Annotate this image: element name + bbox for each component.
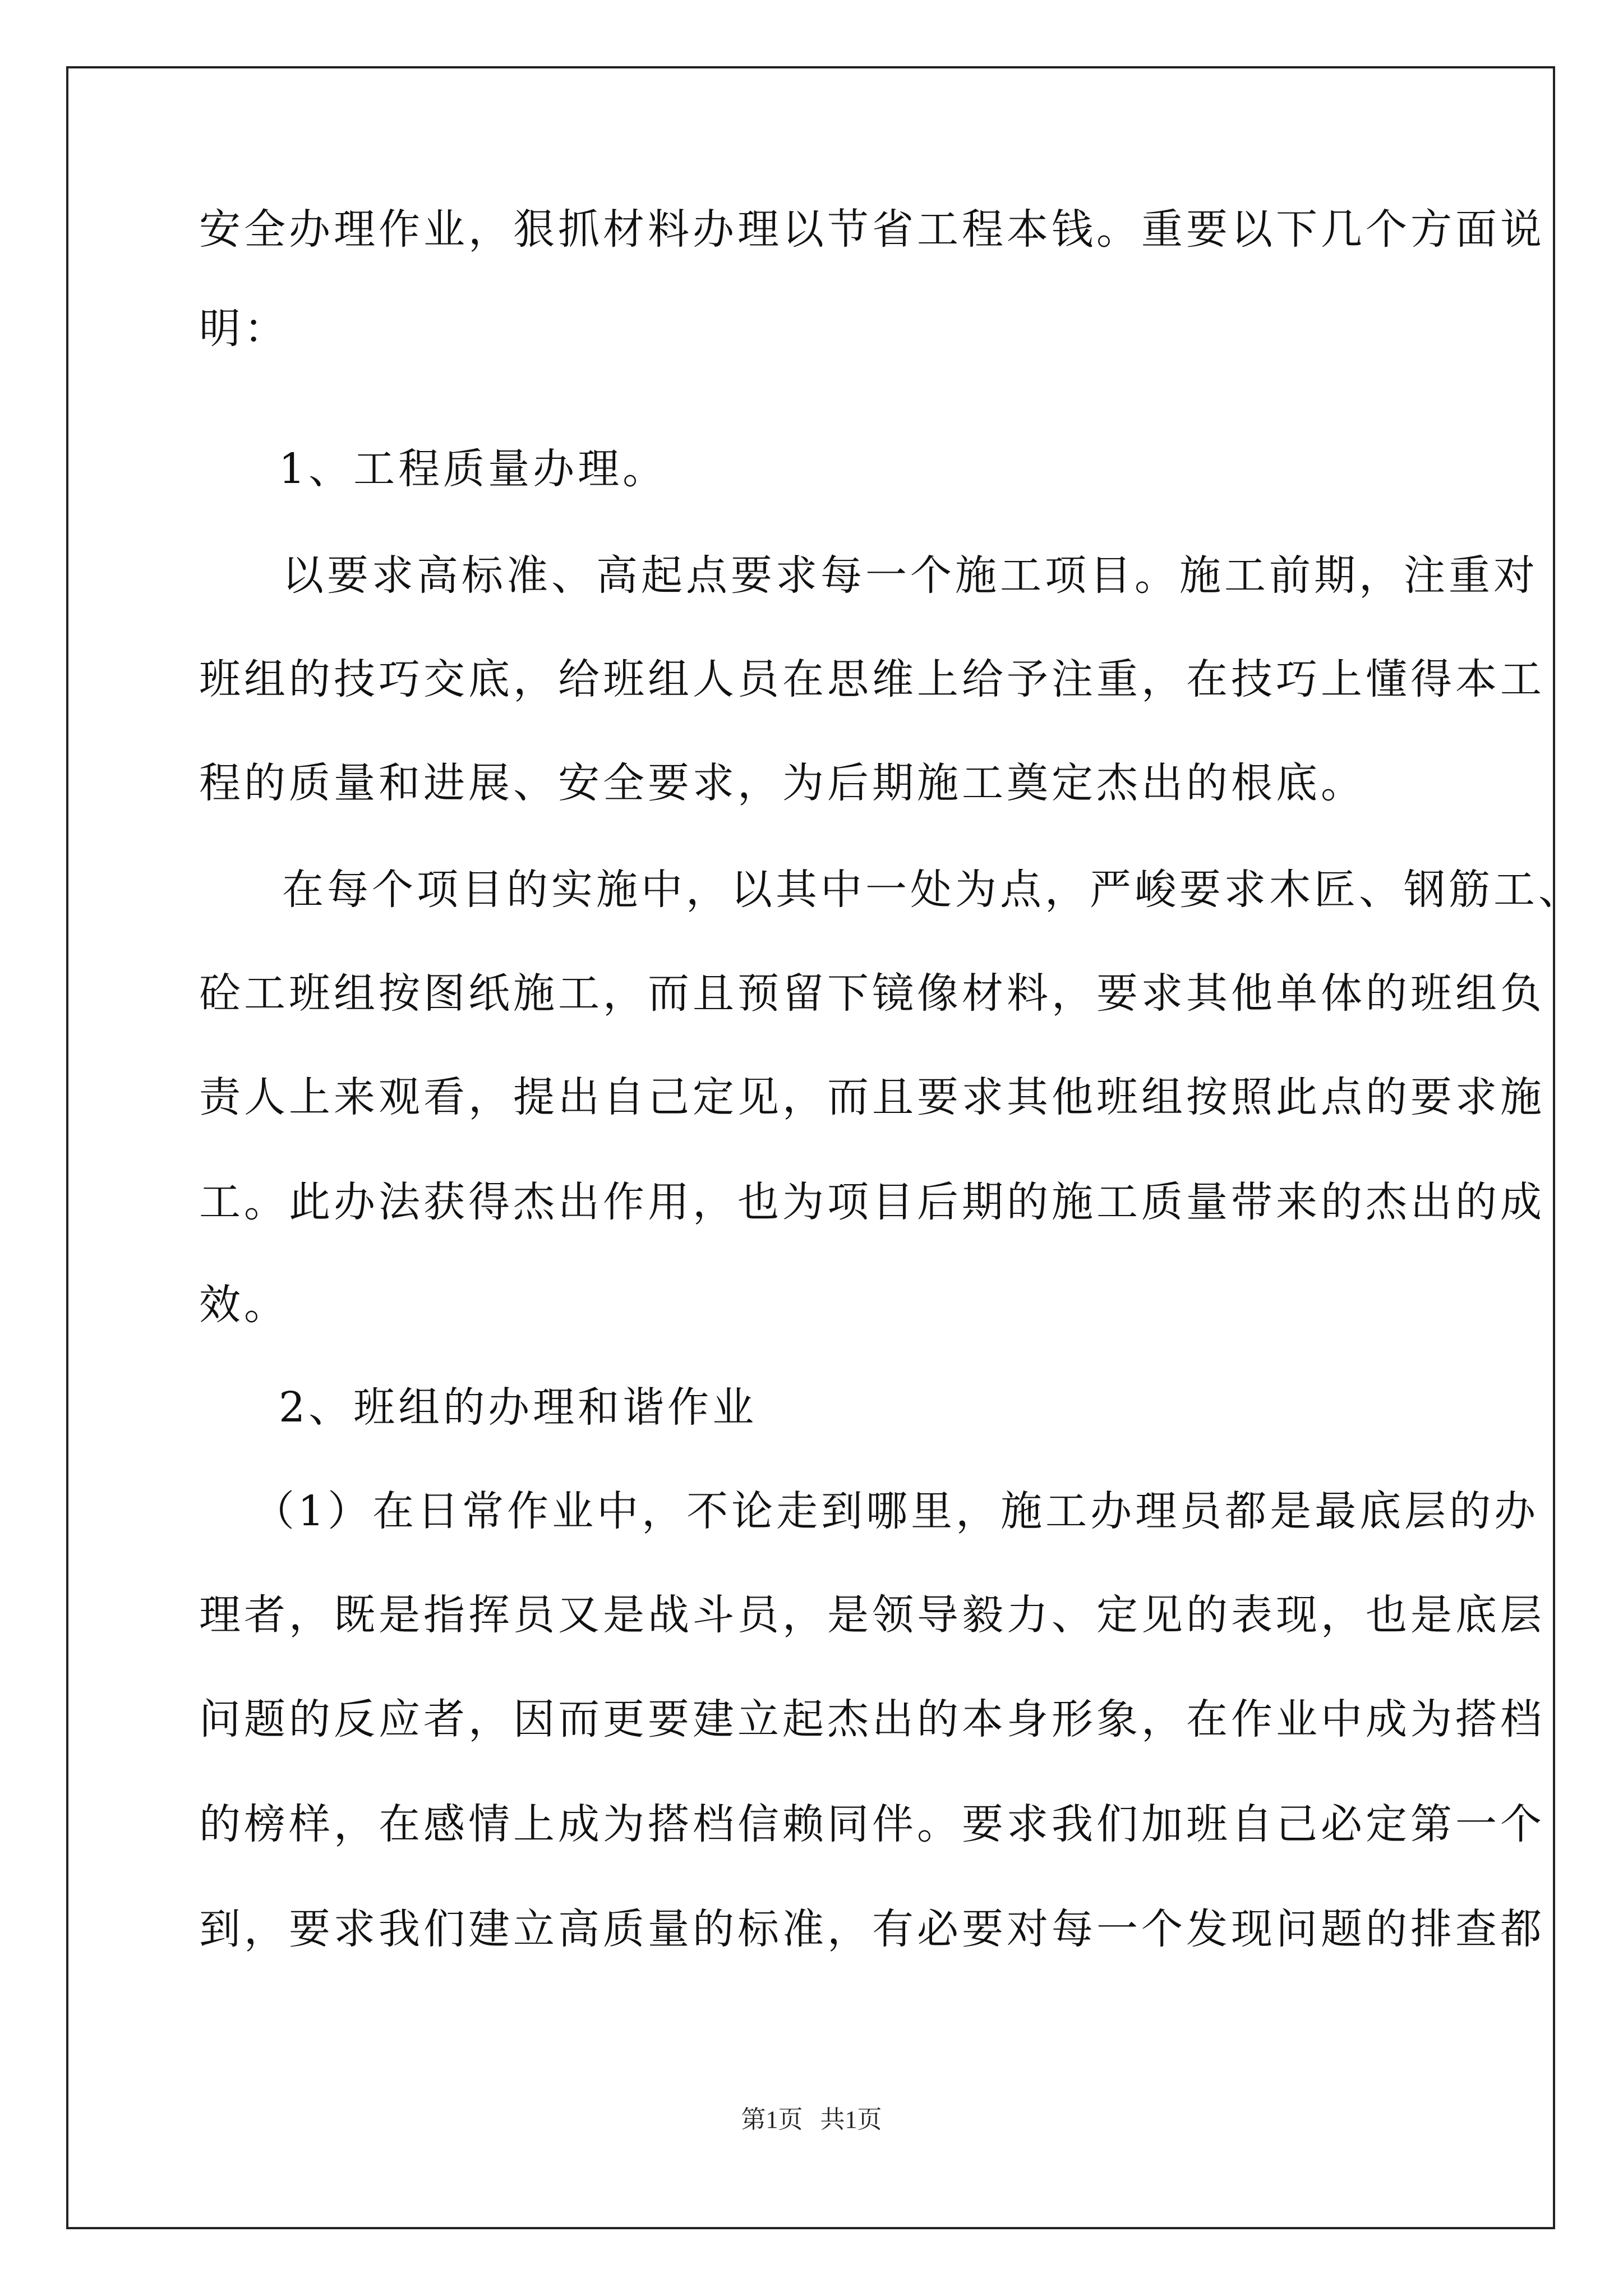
- text-line: 到，要求我们建立高质量的标准，有必要对每一个发现问题的排查都: [199, 1905, 1545, 1953]
- section-heading: 2、班组的办理和谐作业: [279, 1383, 758, 1432]
- text-line: 班组的技巧交底，给班组人员在思维上给予注重，在技巧上懂得本工: [199, 655, 1545, 703]
- text-line: 以要求高标准、高起点要求每一个施工项目。施工前期，注重对: [282, 551, 1538, 600]
- text-line: 效。: [199, 1281, 289, 1329]
- text-line: 的榜样，在感情上成为搭档信赖同伴。要求我们加班自己必定第一个: [199, 1800, 1545, 1848]
- page-footer: [0, 2099, 1623, 2135]
- text-line: （1）在日常作业中，不论走到哪里，施工办理员都是最底层的办: [253, 1487, 1539, 1535]
- text-line: 砼工班组按图纸施工，而且预留下镜像材料，要求其他单体的班组负: [199, 969, 1545, 1018]
- text-line: 理者，既是指挥员又是战斗员，是领导毅力、定见的表现，也是底层: [199, 1591, 1545, 1639]
- page-number: 第1页: [741, 2106, 803, 2133]
- text-line: 明：: [199, 305, 289, 353]
- text-line: 责人上来观看，提出自己定见，而且要求其他班组按照此点的要求施: [199, 1073, 1545, 1121]
- text-line: 在每个项目的实施中，以其中一处为点，严峻要求木匠、钢筋工、: [282, 866, 1583, 914]
- section-heading: 1、工程质量办理。: [279, 445, 668, 493]
- text-line: 问题的反应者，因而更要建立起杰出的本身形象，在作业中成为搭档: [199, 1695, 1545, 1743]
- text-line: 工。此办法获得杰出作用，也为项目后期的施工质量带来的杰出的成: [199, 1178, 1545, 1226]
- text-line: 程的质量和进展、安全要求，为后期施工奠定杰出的根底。: [199, 759, 1366, 807]
- page-total: 共1页: [820, 2106, 882, 2133]
- text-line: 安全办理作业，狠抓材料办理以节省工程本钱。重要以下几个方面说: [199, 205, 1545, 254]
